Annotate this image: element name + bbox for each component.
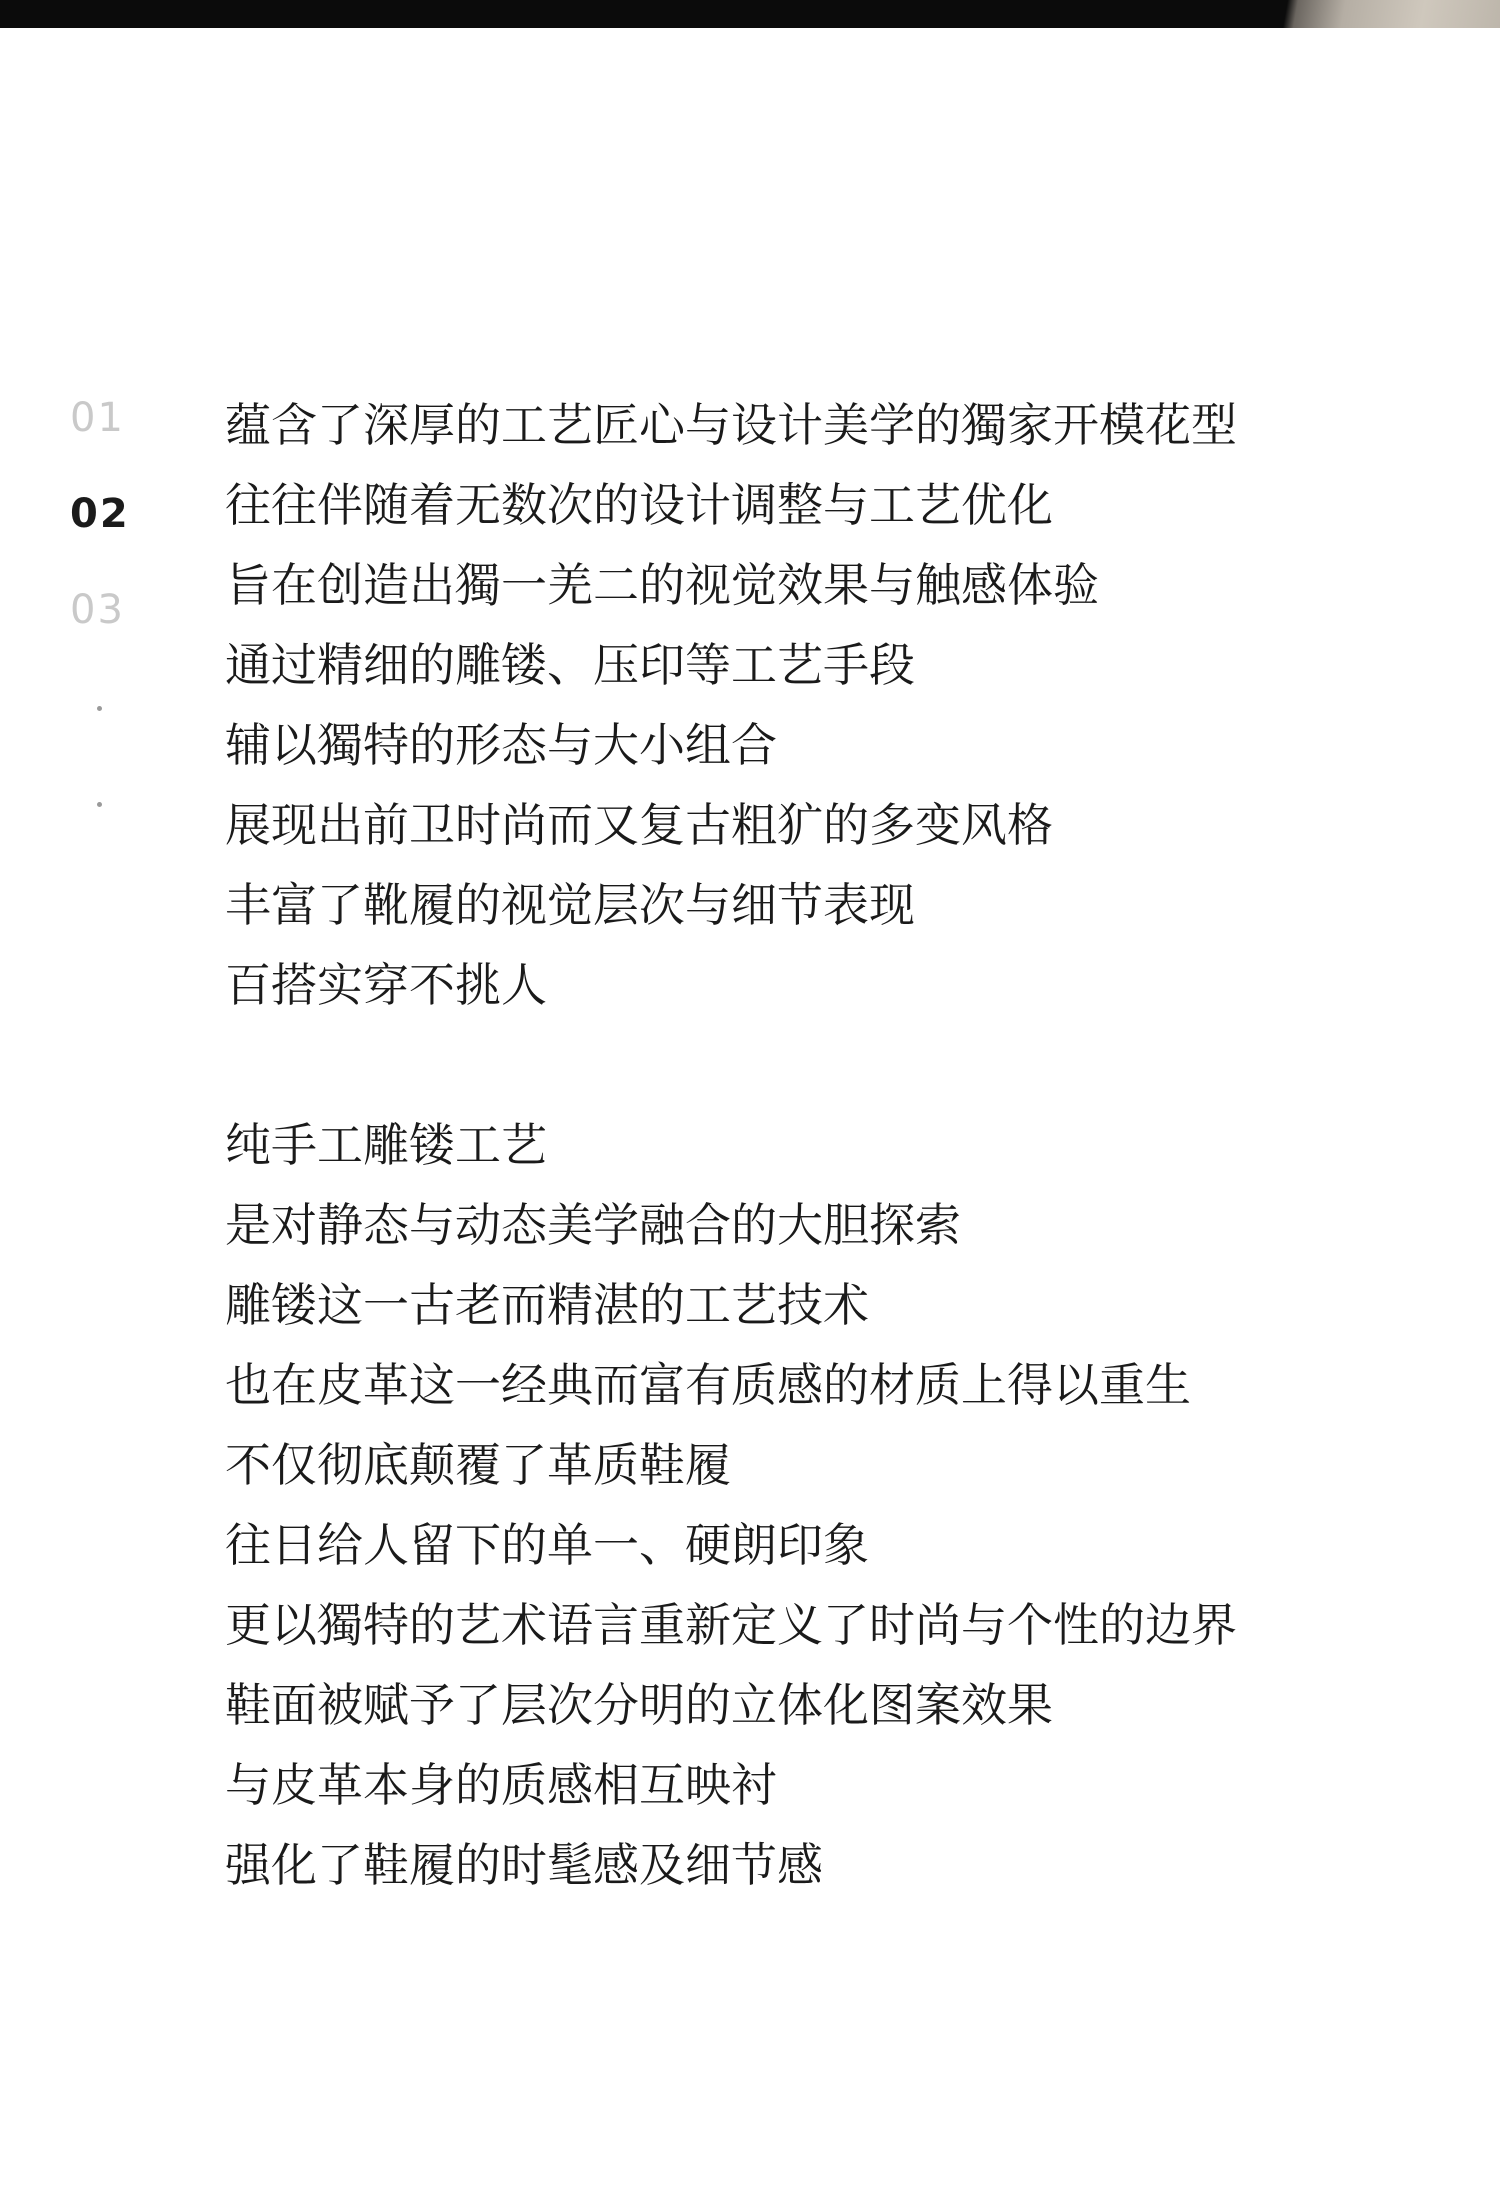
description-line: 通过精细的雕镂、压印等工艺手段 [225,638,915,692]
description-line: 百搭实穿不挑人 [225,958,547,1012]
page-index-dot [70,774,160,870]
description-line: 雕镂这一古老而精湛的工艺技术 [225,1278,869,1332]
craft-heading: 纯手工雕镂工艺 [225,1118,547,1172]
description-line: 丰富了靴履的视觉层次与细节表现 [225,878,915,932]
banner-texture [1240,0,1500,28]
description-line: 是对静态与动态美学融合的大胆探索 [225,1198,961,1252]
page-index-02[interactable]: 02 [70,491,130,537]
description-line: 旨在创造出獨一羌二的视觉效果与触感体验 [225,558,1099,612]
description-line: 鞋面被赋予了层次分明的立体化图案效果 [225,1678,1053,1732]
description-line: 也在皮革这一经典而富有质感的材质上得以重生 [225,1358,1191,1412]
description-line: 往往伴随着无数次的设计调整与工艺优化 [225,478,1053,532]
description-line: 不仅彻底颠覆了革质鞋履 [225,1438,731,1492]
paragraph-spacer [225,1025,1405,1105]
description-line: 更以獨特的艺术语言重新定义了时尚与个性的边界 [225,1598,1237,1652]
page-index-nav [70,390,160,870]
description-line: 辅以獨特的形态与大小组合 [225,718,777,772]
top-banner-image [0,0,1500,28]
page-index-dot [70,678,160,774]
page-index-03[interactable]: 03 [70,587,125,633]
description-line: 与皮革本身的质感相互映衬 [225,1758,777,1812]
description-line: 展现出前卫时尚而又复古粗犷的多变风格 [225,798,1053,852]
product-description [225,385,1405,1905]
description-line: 往日给人留下的单一、硬朗印象 [225,1518,869,1572]
description-line: 强化了鞋履的时髦感及细节感 [225,1838,823,1892]
page-index-01[interactable]: 01 [70,395,125,441]
description-line: 蕴含了深厚的工艺匠心与设计美学的獨家开模花型 [225,398,1237,452]
